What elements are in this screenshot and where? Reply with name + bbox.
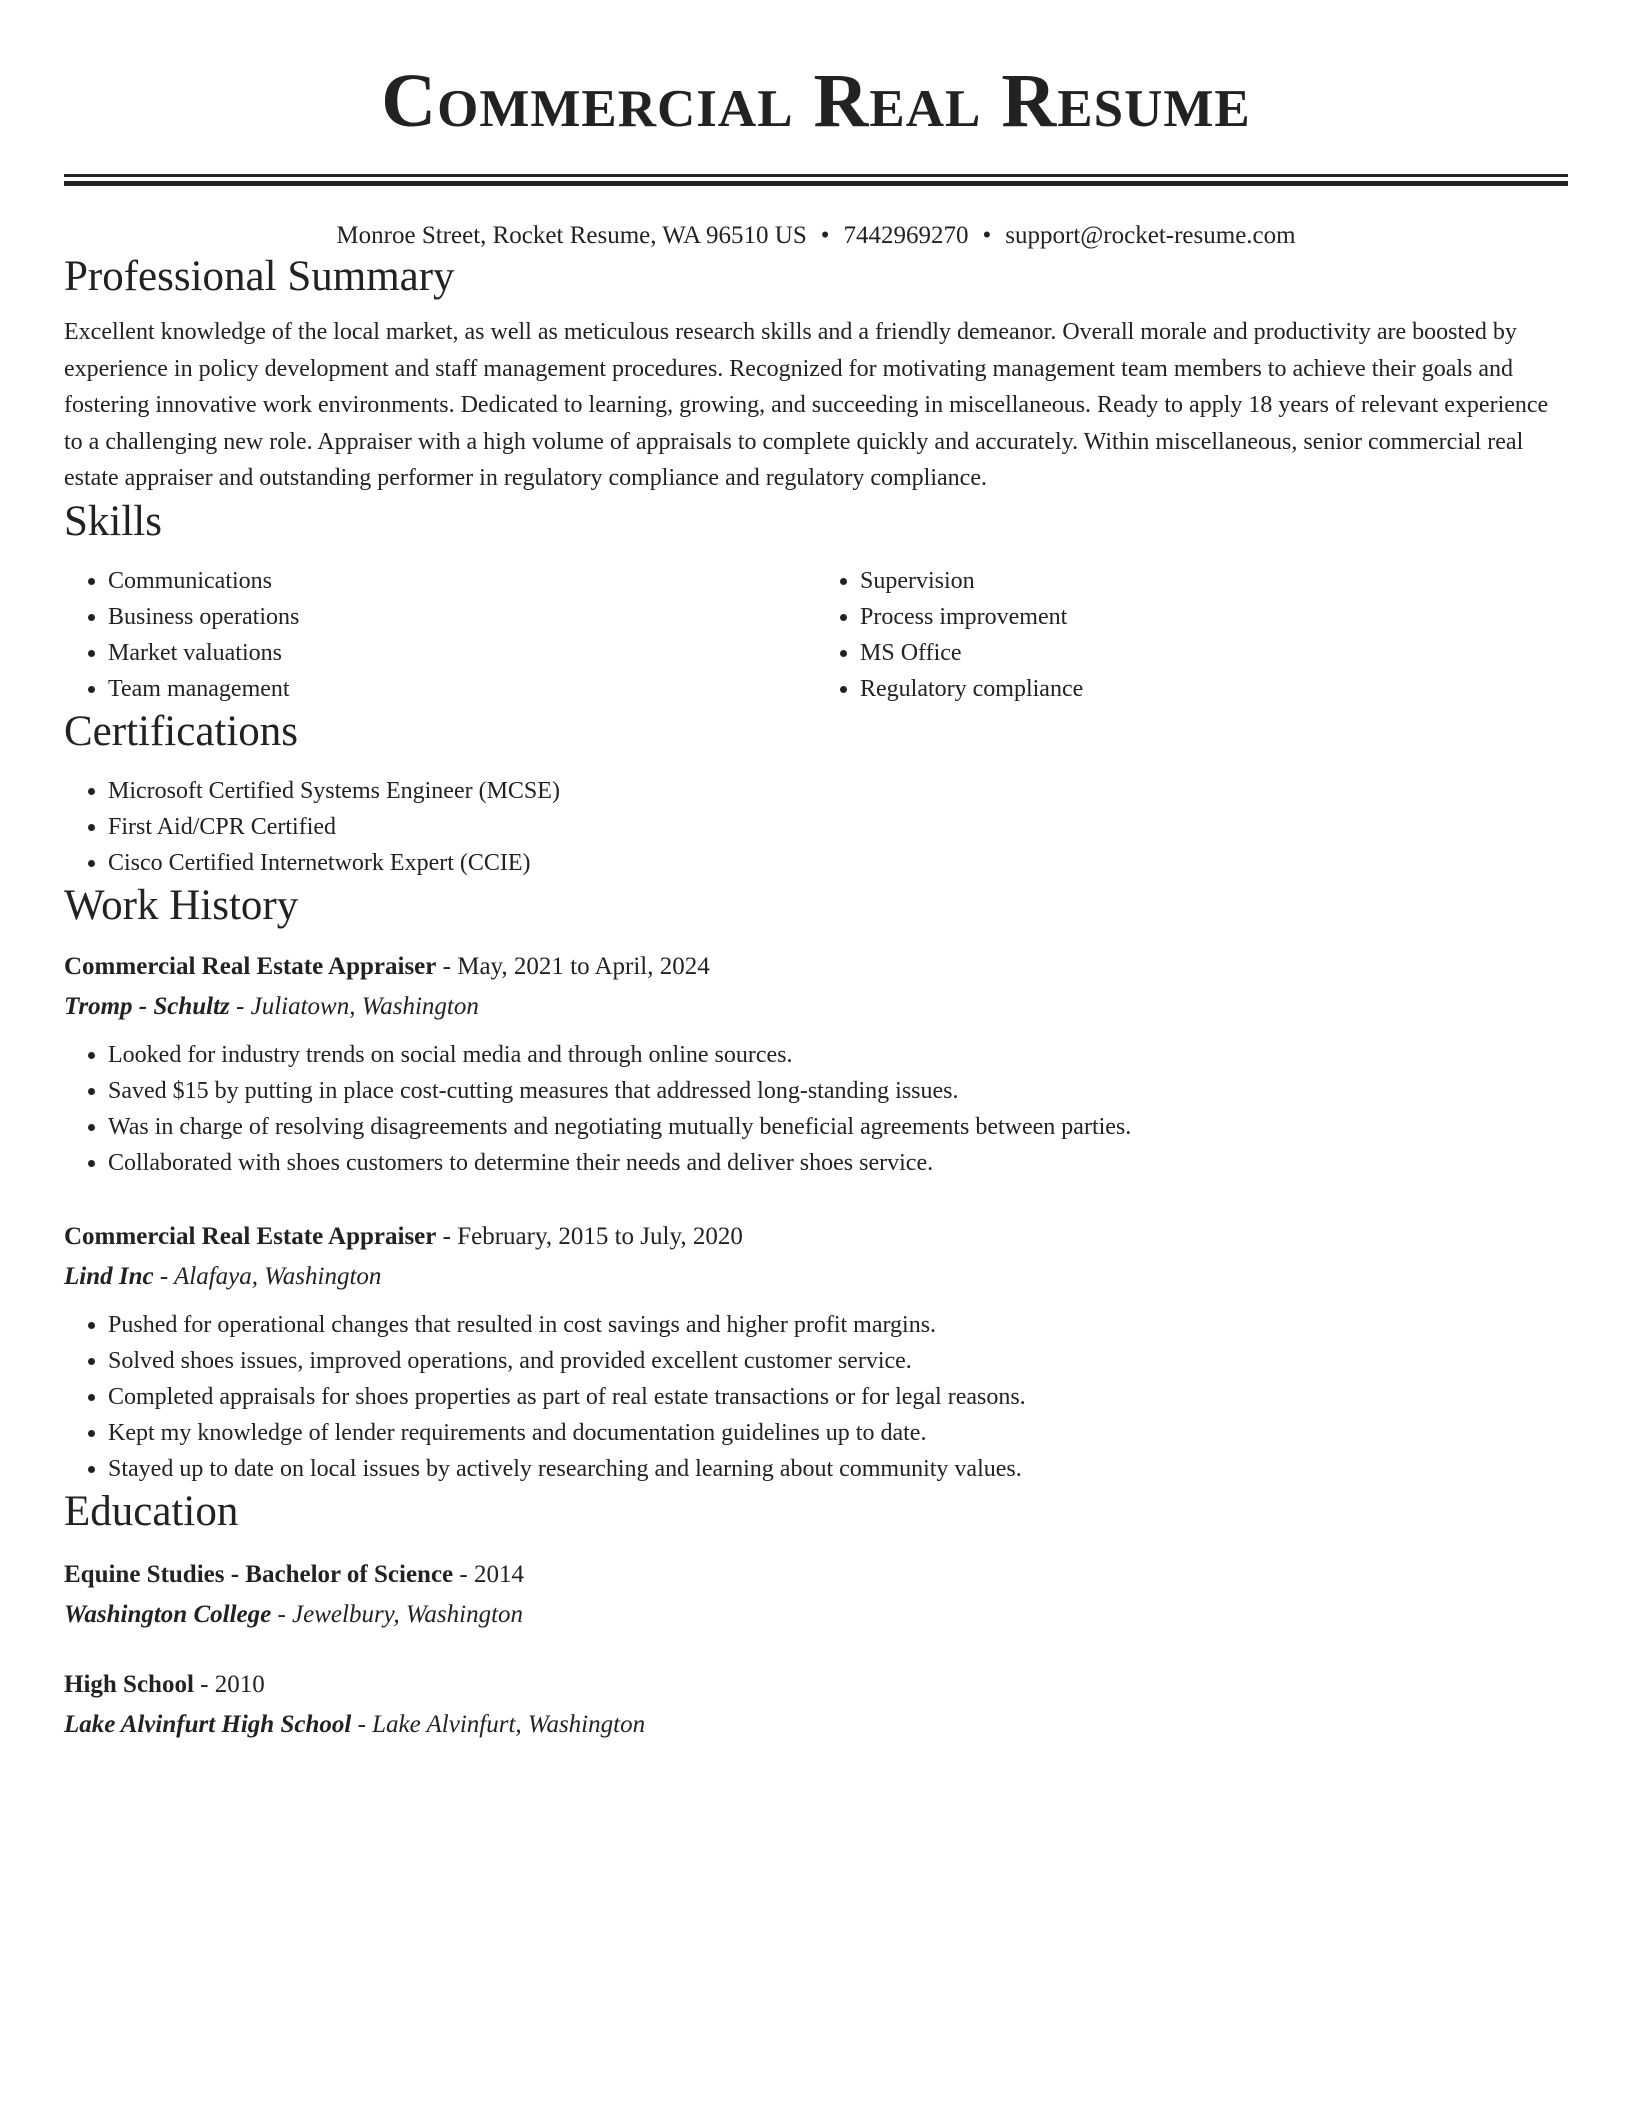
contact-address: Monroe Street, Rocket Resume, WA 96510 US bbox=[336, 222, 807, 249]
skills-columns bbox=[64, 563, 1568, 707]
skills-list-left bbox=[64, 563, 816, 707]
skill-item: • MS Office bbox=[860, 635, 1568, 671]
skill-item: • Regulatory compliance bbox=[860, 671, 1568, 707]
job-company-line: Tromp - Schultz - Juliatown, Washington bbox=[64, 992, 479, 1020]
skill-item: • Process improvement bbox=[860, 599, 1568, 635]
education-degree-line: Equine Studies - Bachelor of Science - 2014 bbox=[64, 1560, 524, 1588]
education-school: Washington College bbox=[64, 1600, 272, 1628]
certifications-heading: Certifications bbox=[64, 707, 299, 755]
job-bullet: • Pushed for operational changes that resulted in cost savings and higher profit margins. bbox=[108, 1307, 1568, 1343]
job-title: Commercial Real Estate Appraiser bbox=[64, 1222, 437, 1250]
skill-item: • Team management bbox=[108, 671, 816, 707]
education-degree: Equine Studies - Bachelor of Science bbox=[64, 1560, 454, 1588]
skills-list-right bbox=[816, 563, 1568, 707]
skill-item: • Market valuations bbox=[108, 635, 816, 671]
job-bullet: • Stayed up to date on local issues by actively researching and learning about community values. bbox=[108, 1451, 1568, 1487]
certification-item: • Microsoft Certified Systems Engineer (MCSE) bbox=[108, 773, 1568, 809]
resume-name: Commercial Real Resume bbox=[381, 59, 1251, 143]
job-dates: February, 2015 to July, 2020 bbox=[457, 1222, 743, 1250]
education-year: 2014 bbox=[473, 1560, 524, 1588]
summary-heading: Professional Summary bbox=[64, 253, 455, 300]
job-entry bbox=[64, 1217, 1568, 1487]
education-location: Lake Alvinfurt, Washington bbox=[372, 1710, 646, 1738]
education-entry bbox=[64, 1665, 1568, 1745]
job-company: Lind Inc bbox=[64, 1262, 154, 1290]
education-degree-line: High School - 2010 bbox=[64, 1670, 265, 1698]
certification-item: • First Aid/CPR Certified bbox=[108, 809, 1568, 845]
education-school-line: Lake Alvinfurt High School - Lake Alvinfurt, Washington bbox=[64, 1710, 646, 1738]
job-entry bbox=[64, 947, 1568, 1181]
skill-item: • Business operations bbox=[108, 599, 816, 635]
education-school: Lake Alvinfurt High School bbox=[64, 1710, 352, 1738]
job-bullet: • Was in charge of resolving disagreements and negotiating mutually beneficial agreements between parties. bbox=[108, 1109, 1568, 1145]
education-location: Jewelbury, Washington bbox=[292, 1600, 524, 1628]
job-title: Commercial Real Estate Appraiser bbox=[64, 952, 437, 980]
summary-text: Excellent knowledge of the local market, as well as meticulous research skills and a friendly demeanor. Overall morale and productivity are boosted by experience in policy development and staff management procedures. Recognized for motivating management team members to achieve their goals and fostering innovative work environments. Dedicated to learning, growing, and succeeding in miscellaneous. Ready to apply 18 years of relevant experience to a challenging new role. Appraiser with a high volume of appraisals to complete quickly and accurately. Within miscellaneous, senior commercial real estate appraiser and outstanding performer in regulatory compliance and regulatory compliance. bbox=[64, 319, 1549, 491]
certifications-list bbox=[64, 773, 1568, 881]
job-bullet: • Solved shoes issues, improved operations, and provided excellent customer service. bbox=[108, 1343, 1568, 1379]
job-bullet: • Completed appraisals for shoes properties as part of real estate transactions or for legal reasons. bbox=[108, 1379, 1568, 1415]
job-bullet: • Collaborated with shoes customers to determine their needs and deliver shoes service. bbox=[108, 1145, 1568, 1181]
skill-item: • Communications bbox=[108, 563, 816, 599]
education-entry bbox=[64, 1555, 1568, 1635]
job-bullet: • Kept my knowledge of lender requirements and documentation guidelines up to date. bbox=[108, 1415, 1568, 1451]
job-bullets bbox=[64, 1037, 1568, 1181]
job-bullet: • Looked for industry trends on social media and through online sources. bbox=[108, 1037, 1568, 1073]
job-title-line: Commercial Real Estate Appraiser - February, 2015 to July, 2020 bbox=[64, 1222, 743, 1250]
job-bullets bbox=[64, 1307, 1568, 1487]
skills-heading: Skills bbox=[64, 497, 162, 545]
education-year: 2010 bbox=[214, 1670, 265, 1698]
certification-item: • Cisco Certified Internetwork Expert (CCIE) bbox=[108, 845, 1568, 881]
job-location: Alafaya, Washington bbox=[173, 1262, 382, 1290]
education-heading: Education bbox=[64, 1487, 239, 1535]
contact-separator: • bbox=[982, 222, 992, 249]
work-history-heading: Work History bbox=[64, 881, 299, 929]
job-bullet: • Saved $15 by putting in place cost-cutting measures that addressed long-standing issues. bbox=[108, 1073, 1568, 1109]
job-company-line: Lind Inc - Alafaya, Washington bbox=[64, 1262, 382, 1290]
contact-line bbox=[64, 220, 1568, 252]
job-location: Juliatown, Washington bbox=[250, 992, 479, 1020]
job-title-line: Commercial Real Estate Appraiser - May, 2021 to April, 2024 bbox=[64, 952, 710, 980]
skill-item: • Supervision bbox=[860, 563, 1568, 599]
contact-separator: • bbox=[820, 222, 830, 249]
contact-email: support@rocket-resume.com bbox=[1005, 222, 1296, 249]
education-school-line: Washington College - Jewelbury, Washington bbox=[64, 1600, 524, 1628]
education-degree: High School bbox=[64, 1670, 194, 1698]
header-double-rule bbox=[64, 174, 1568, 186]
job-company: Tromp - Schultz bbox=[64, 992, 230, 1020]
contact-phone: 7442969270 bbox=[843, 222, 969, 249]
job-dates: May, 2021 to April, 2024 bbox=[457, 952, 710, 980]
